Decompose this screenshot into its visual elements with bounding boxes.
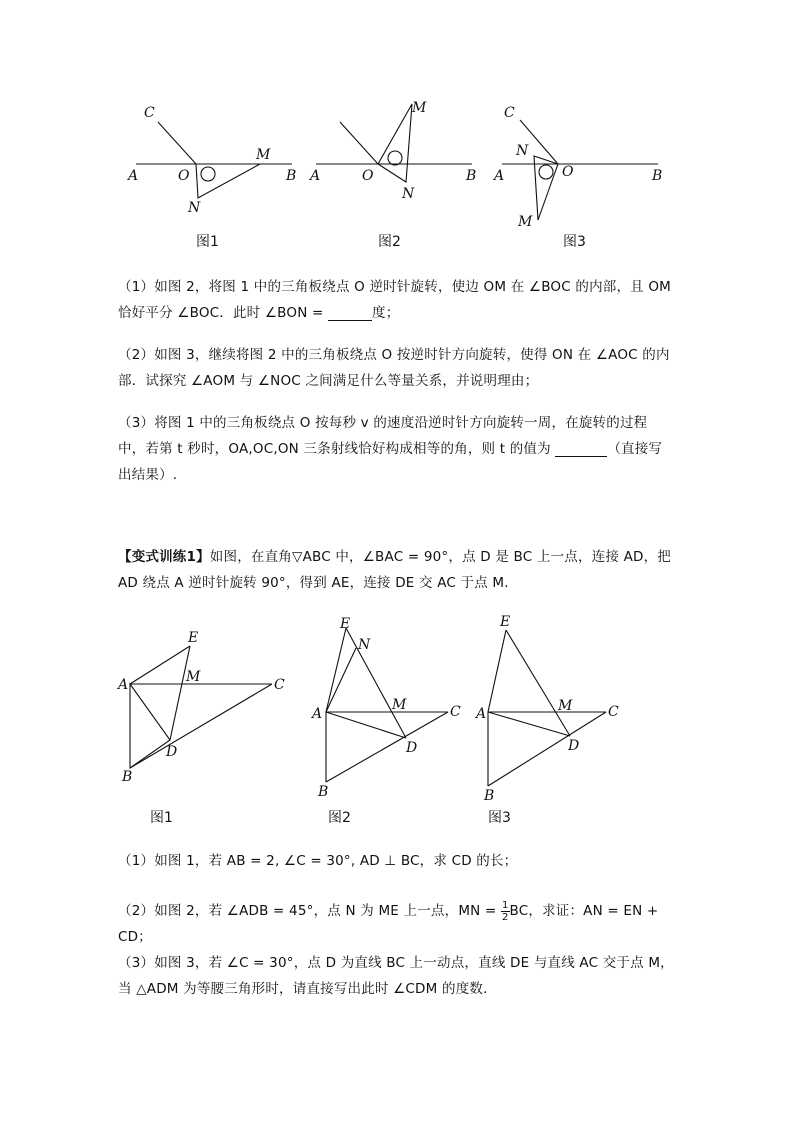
answer-blank-3[interactable] [555,442,607,457]
top-fig2 [308,100,476,250]
caption-vfig1: 图1 [150,810,173,826]
variant-question-2-b: BC，求证：AN = EN + CD； [118,903,659,945]
label-m: M [392,697,407,713]
answer-blank-1[interactable] [328,306,372,321]
label-a: A [312,706,323,722]
top-question-1-tail: 度； [372,305,400,321]
set-square [534,156,558,220]
fraction-denominator: 2 [501,911,509,923]
segment-bc [326,712,448,782]
label-a: A [476,706,487,722]
segment-bc [130,684,272,768]
set-square-hole [539,165,553,179]
caption-vfig3: 图3 [488,810,511,826]
top-question-1 [118,274,674,326]
label-c: C [608,704,619,720]
label-c: C [144,105,155,121]
label-m: M [412,100,427,116]
label-b: B [484,788,495,804]
top-question-3 [118,410,674,488]
label-b: B [286,168,297,184]
label-n: N [358,637,371,653]
variant-intro-text: 如图，在直角▽ABC 中，∠BAC = 90°，点 D 是 BC 上一点，连接 AD，把 AD 绕点 A 逆时针旋转 90°，得到 AE，连接 DE 交 AC 于点 M． [118,549,671,591]
label-a: A [494,168,505,184]
segment-ed [170,646,190,740]
top-question-2: （2）如图 3，继续将图 2 中的三角板绕点 O 按逆时针方向旋转，使得 ON 在 ∠AOC 的内部．试探究 ∠AOM 与 ∠NOC 之间满足什么等量关系，并说明理由； [118,347,670,389]
variant-question-3: （3）如图 3，若 ∠C = 30°，点 D 为直线 BC 上一动点，直线 DE 与直线 AC 交于点 M，当 △ADM 为等腰三角形时，请直接写出此时 ∠CDM 的度数． [118,955,674,997]
label-n: N [188,200,201,216]
top-fig3 [492,105,662,250]
label-n: N [516,143,529,159]
variant-question-1: （1）如图 1，若 AB = 2, ∠C = 30°, AD ⊥ BC，求 CD 的长； [118,853,518,869]
label-d: D [166,744,178,760]
segment-ae [488,630,506,712]
label-c: C [450,704,461,720]
fraction-half [501,900,510,923]
variant-fig2 [310,616,461,826]
set-square-hole [201,167,215,181]
label-o: O [362,168,374,184]
top-question-3-tail: （直接写出结果）. [118,441,663,483]
label-d: D [406,740,418,756]
segment-ae [130,646,190,684]
label-e: E [500,614,511,630]
set-square-hole [388,151,402,165]
ray-oc [340,122,378,164]
label-b: B [652,168,663,184]
variant-fig3 [474,614,619,826]
variant-intro [118,544,674,596]
label-d: D [568,738,580,754]
segment-ae [326,628,346,712]
label-e: E [188,630,199,646]
label-c: C [274,677,285,693]
label-a: A [310,168,321,184]
fraction-numerator: 1 [501,899,509,911]
label-b: B [318,784,329,800]
label-e: E [340,616,351,632]
top-fig1 [126,105,296,250]
ray-oc [158,122,196,164]
label-a: A [118,677,129,693]
variant-fig1 [116,630,285,826]
label-b: B [122,769,133,785]
label-m: M [186,669,201,685]
top-question-1-text: （1）如图 2，将图 1 中的三角板绕点 O 逆时针旋转，使边 OM 在 ∠BOC 的内部，且 OM 恰好平分 ∠BOC．此时 ∠BON = [118,279,672,321]
segment-an [326,648,356,712]
set-square [378,104,412,182]
variant-tag: 【变式训练1】 [118,549,210,565]
variant-question-2 [118,898,674,950]
triangle-abd [130,684,170,768]
label-a: A [128,168,139,184]
label-b: B [466,168,477,184]
caption-vfig2: 图2 [328,810,351,826]
label-c: C [504,105,515,121]
label-m: M [256,147,271,163]
label-o: O [178,168,190,184]
label-n: N [402,186,415,202]
caption-fig1: 图1 [196,234,219,250]
segment-bc [488,712,606,786]
label-m: M [558,698,573,714]
caption-fig2: 图2 [378,234,401,250]
label-o: O [562,164,574,180]
top-question-3-text: （3）将图 1 中的三角板绕点 O 按每秒 v 的速度沿逆时针方向旋转一周，在旋转的过程中，若第 t 秒时，OA,OC,ON 三条射线恰好构成相等的角，则 t 的值为 [118,415,648,457]
variant-question-2-a: （2）如图 2，若 ∠ADB = 45°，点 N 为 ME 上一点，MN = [118,903,497,919]
caption-fig3: 图3 [563,234,586,250]
label-m: M [518,214,533,230]
